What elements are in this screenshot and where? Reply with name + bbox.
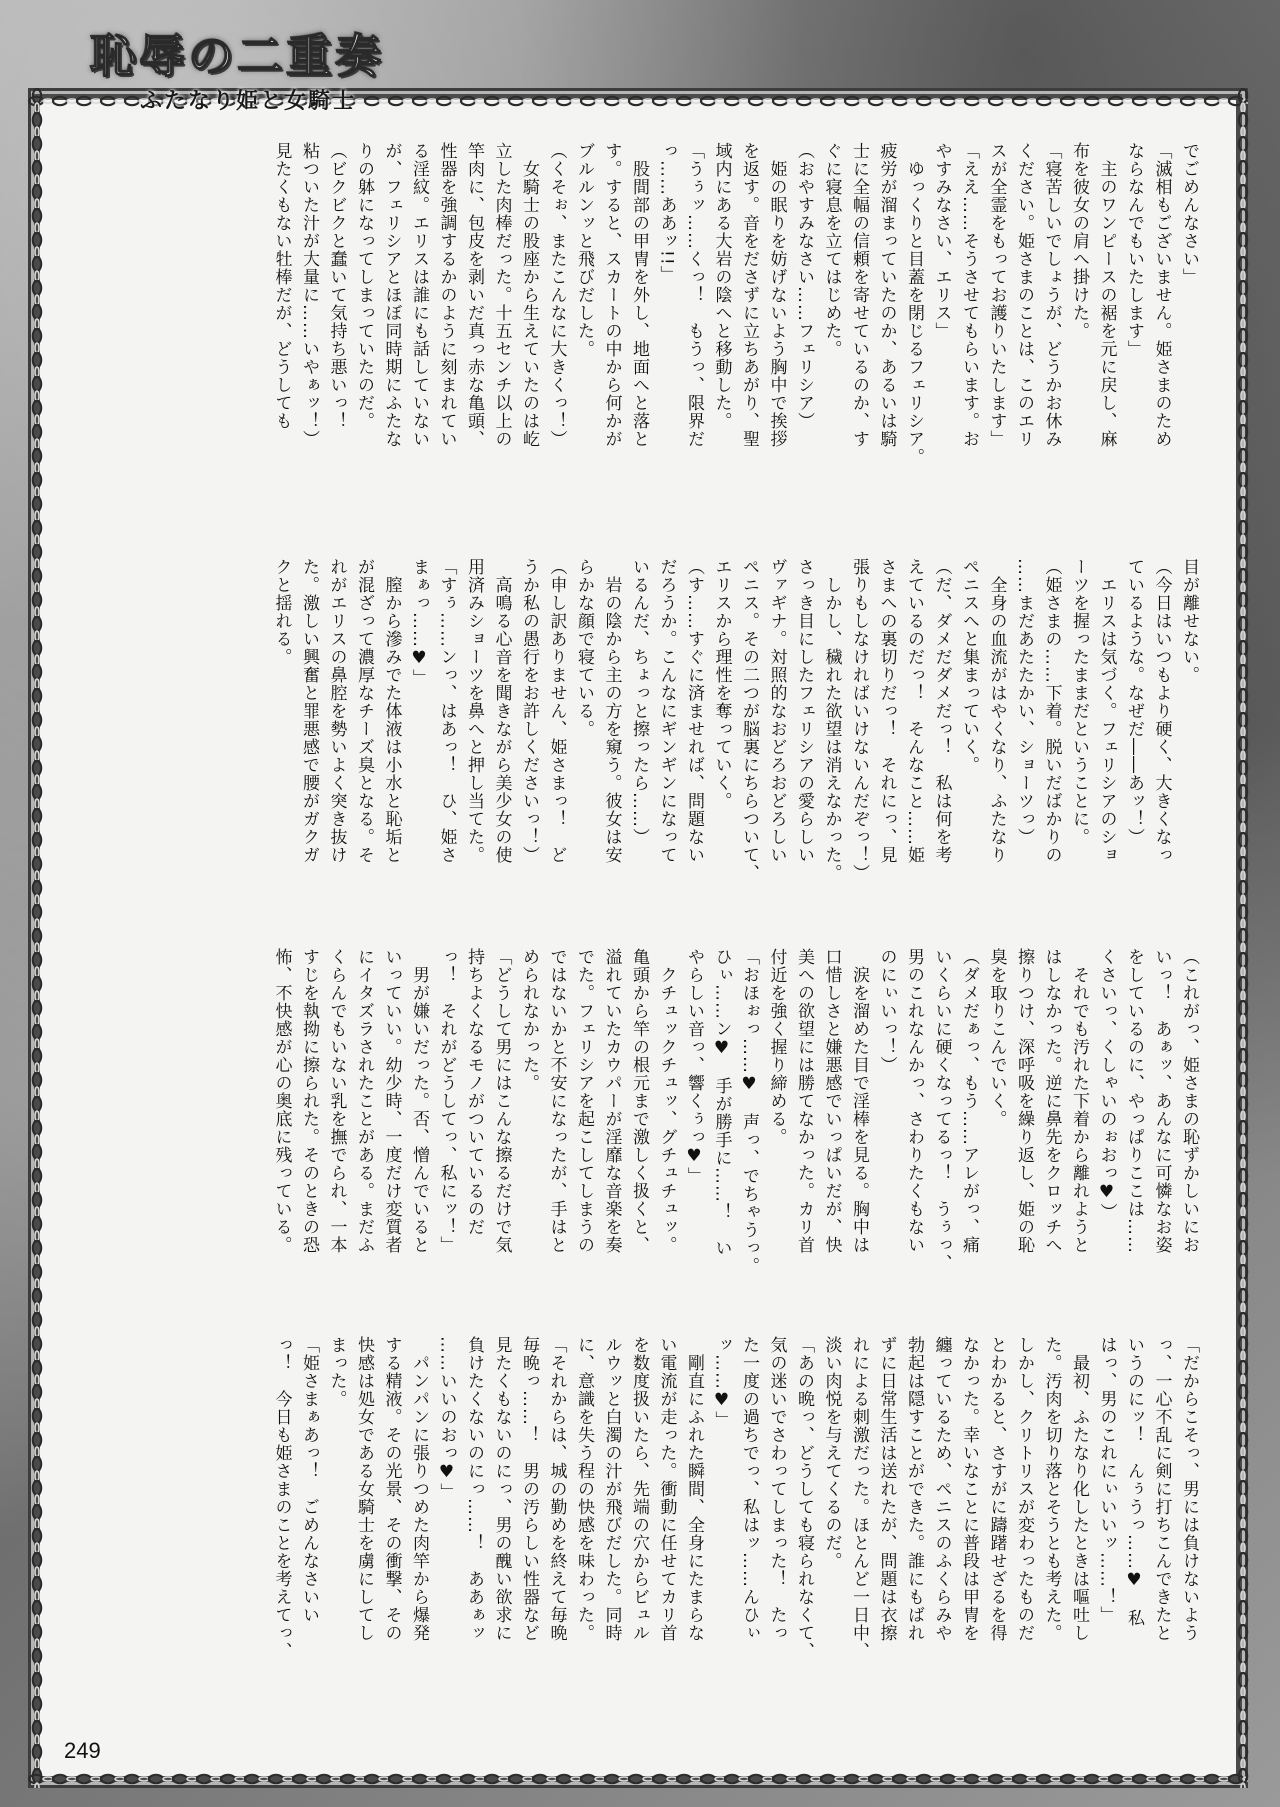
text-line: ペニスへと集まっていく。 <box>959 558 979 774</box>
text-line: 「それからは、城の勤めを終えて毎晩 <box>546 1336 567 1642</box>
text-line: ペニス。その二つが脳裏にちらついて、 <box>739 558 759 882</box>
text-line: 「ええ……そうさせてもらいます。お <box>959 142 979 448</box>
text-line: 布を彼女の肩へ掛けた。 <box>1069 142 1089 340</box>
text-line: する精液。その光景、その衝撃、その <box>381 1336 402 1642</box>
text-line: （ダメだぁっ、もう……アレがっ、痛 <box>959 948 979 1254</box>
text-line: （姫さまの……下着。脱いだばかりの <box>1041 558 1062 864</box>
text-line: いくらいに硬くなってるっ！ うぅっ、 <box>931 948 952 1272</box>
text-line: やらしい音っ、響くぅっ♥」 <box>684 948 704 1185</box>
text-line: （申し訳ありません、姫さまっ！ ど <box>546 558 567 864</box>
text-line: る淫紋。エリスは誰にも話していない <box>409 142 429 448</box>
text-line: はしなかった。逆に鼻先をクロッチへ <box>1041 948 1062 1254</box>
text-line: 岩の陰から主の方を窺う。彼女は安 <box>601 558 622 864</box>
text-line: 「うぅッ……くっ！ もうっ、限界だ <box>684 142 704 448</box>
text-line: た。激しい興奮と罪悪感で腰がガクガ <box>299 558 319 864</box>
text-line: 士に全幅の信頼を寄せているのか、す <box>849 142 869 448</box>
text-line: 「姫さまぁあっ！ ごめんなさいい <box>299 1336 319 1624</box>
text-line: 口惜しさと嫌悪感でいっぱいだが、快 <box>821 948 842 1254</box>
text-line: 主のワンピースの裾を元に戻し、麻 <box>1096 142 1117 448</box>
text-line: なかった。幸いなことに普段は甲冑を <box>959 1336 979 1642</box>
text-line: らかな顔で寝ている。 <box>574 558 594 738</box>
text-line: 用済みショーツを鼻へと押し当てた。 <box>464 558 484 864</box>
text-line: 気の迷いでさわってしまった！ たっ <box>766 1336 787 1642</box>
chain-border-bottom <box>28 1772 1248 1786</box>
text-line: を返す。音をださずに立ちあがり、聖 <box>739 142 759 448</box>
text-line: 美への欲望には勝てなかった。カリ首 <box>794 948 814 1254</box>
text-line: っ、一心不乱に剣に打ちこんできたと <box>1151 1336 1172 1642</box>
text-line: にイタズラされたことがある。まだふ <box>354 948 374 1254</box>
text-line: 臭を取りこんでいく。 <box>986 948 1007 1128</box>
text-line: い電流が走った。衝動に任せてカリ首 <box>656 1336 677 1642</box>
text-line: とわかると、さすがに躊躇せざるを得 <box>986 1336 1007 1642</box>
text-line: 股間部の甲冑を外し、地面へと落と <box>629 142 649 448</box>
title-logo <box>90 20 450 115</box>
text-line: クと揺れる。 <box>271 558 292 666</box>
text-line: （これがっ、姫さまの恥ずかしいにお <box>1179 948 1199 1254</box>
text-line: くさいっ、くしゃいのぉおっ♥） <box>1096 948 1117 1221</box>
text-line: をしているのに、やっぱりここは…… <box>1124 948 1144 1254</box>
text-line: 女騎士の股座から生えていたのは屹 <box>519 142 539 448</box>
text-line: れによる刺激だった。ほとんど一日中、 <box>849 1336 869 1660</box>
text-line: 淡い肉悦を与えてくるのだ。 <box>821 1336 842 1570</box>
text-line: 男が嫌いだった。否、憎んでいると <box>409 948 429 1254</box>
text-line: いうのにッ！ んぅうっ……♥ 私 <box>1124 1336 1144 1627</box>
text-line: しかし、穢れた欲望は消えなかった。 <box>821 558 842 882</box>
text-line: 快感は処女である女騎士を虜にしてし <box>354 1336 374 1642</box>
chain-border-left <box>30 88 44 1788</box>
text-line: ヴァギナ。対照的なおどろおどろしい <box>766 558 787 864</box>
text-line: に、意識を失う程の快感を味わった。 <box>574 1336 594 1642</box>
story-content <box>82 142 1202 1742</box>
page-number: 249 <box>64 1738 101 1763</box>
text-line: れがエリスの鼻腔を勢いよく突き抜け <box>326 558 347 864</box>
text-line: 涙を溜めた目で淫棒を見る。胸中は <box>849 948 869 1254</box>
text-line: （今日はいつもより硬く、大きくなっ <box>1151 558 1172 864</box>
text-line: えているのだっ！ そんなこと……姫 <box>904 558 924 864</box>
text-line: ならなんでもいたします」 <box>1124 142 1144 358</box>
text-line: ゆっくりと目蓋を閉じるフェリシア。 <box>904 142 924 466</box>
text-line: 立した肉棒だった。十五センチ以上の <box>491 142 512 448</box>
text-line: ぐに寝息を立てはじめた。 <box>821 142 842 358</box>
text-line: 「だからこそっ、男には負けないよう <box>1179 1336 1199 1642</box>
text-line: す。すると、スカートの中から何かが <box>601 142 622 448</box>
text-line: 最初、ふたなり化したときは嘔吐し <box>1069 1336 1089 1642</box>
text-line: 勃起は隠すことができた。誰にもばれ <box>904 1336 924 1642</box>
text-line: でた。フェリシアを起こしてしまうの <box>574 948 594 1254</box>
text-line: 目が離せない。 <box>1179 558 1199 684</box>
text-line: 竿肉に、包皮を剥いだ真っ赤な亀頭、 <box>464 142 484 448</box>
text-line: ッ……♥」 <box>711 1336 732 1429</box>
text-line: ……いいのおっ♥」 <box>436 1336 457 1501</box>
text-line: はっ、男のこれにぃいいッ……！」 <box>1096 1336 1117 1624</box>
text-line: やすみなさい、エリス」 <box>931 142 952 340</box>
text-line: 付近を強く握り締める。 <box>766 948 787 1146</box>
text-line: （す……すぐに済ませれば、問題ない <box>684 558 704 864</box>
text-line: 性器を強調するかのように刻まれてい <box>436 142 457 448</box>
text-line: が、フェリシアとほぼ同時期にふたな <box>381 142 402 448</box>
text-line: 擦りつけ、深呼吸を繰り返し、姫の恥 <box>1014 948 1034 1254</box>
text-line: っ！ それがどうしてっ、私にッ！」 <box>436 948 457 1254</box>
text-line: 剛直にふれた瞬間、全身にたまらな <box>684 1336 704 1642</box>
text-line: 「あの晩っ、どうしても寝られなくて、 <box>794 1336 814 1660</box>
text-line: くらんでもいない乳を撫でられ、一本 <box>326 948 347 1254</box>
text-line: 毎晩っ……！ 男の汚らしい性器など <box>519 1336 539 1642</box>
text-line: しかし、クリトリスが変わったものだ <box>1014 1336 1034 1642</box>
text-block-4 <box>82 1336 1202 1714</box>
text-line: 溢れていたカウパーが淫靡な音楽を奏 <box>601 948 622 1254</box>
text-line: （だ、ダメだダメだっ！ 私は何を考 <box>931 558 952 864</box>
text-line: だろうか。こんなにギンギンになって <box>656 558 677 864</box>
text-line: まった。 <box>326 1336 347 1408</box>
text-line: た。汚肉を切り落とそうとも考えた。 <box>1041 1336 1062 1642</box>
text-line: 高鳴る心音を聞きながら美少女の使 <box>491 558 512 864</box>
text-line: 見たくもない牡棒だが、どうしても <box>271 142 292 430</box>
text-line: っ！ 今日も姫さまのことを考えてっ、 <box>271 1336 292 1660</box>
text-line: 持ちよくなるモノがついているのだ <box>464 948 484 1236</box>
text-line: りの躰になってしまっていたのだ。 <box>354 142 374 430</box>
text-line: っ……ああッ!!」 <box>656 142 677 284</box>
text-line: のにぃいっ！） <box>876 948 897 1074</box>
text-line: 「すぅ……ンっ、はあっ！ ひ、姫さ <box>436 558 457 864</box>
text-line: いっていい。幼少時、一度だけ変質者 <box>381 948 402 1254</box>
text-line: ーツを握ったままだということに。 <box>1069 558 1089 846</box>
text-line: いっ！ あぁッ、あんなに可憐なお姿 <box>1151 948 1172 1254</box>
text-line: まぁっ……♥」 <box>409 558 429 687</box>
text-line: 「寝苦しいでしょうが、どうかお休み <box>1041 142 1062 448</box>
text-line: ブルルンッと飛びだした。 <box>574 142 594 358</box>
text-line: 全身の血流がはやくなり、ふたなり <box>986 558 1007 864</box>
text-line: 姫の眠りを妨げないよう胸中で挨拶 <box>766 142 787 448</box>
text-line: いるんだ、ちょっと擦ったら……） <box>629 558 649 846</box>
page-subtitle: ふたなり姫と女騎士 <box>140 88 357 114</box>
text-line: それでも汚れた下着から離れようと <box>1069 948 1089 1254</box>
text-line: ずに日常生活は送れたが、問題は衣擦 <box>876 1336 897 1642</box>
page-title: 恥辱の二重奏 <box>90 29 384 83</box>
text-line: 粘ついた汁が大量に……いやぁッ！） <box>299 142 319 448</box>
text-line: を数度扱いたら、先端の穴からビュル <box>629 1336 649 1642</box>
text-block-3 <box>82 948 1202 1328</box>
text-line: エリスから理性を奪っていく。 <box>711 558 732 810</box>
text-line: ているような。なぜだ――あッ！） <box>1124 558 1144 846</box>
text-line: 怖、不快感が心の奥底に残っている。 <box>271 948 292 1254</box>
text-line: が混ざって濃厚なチーズ臭となる。そ <box>354 558 374 864</box>
text-line: さまへの裏切りだっ！ それにっ、見 <box>876 558 897 864</box>
text-line: 域内にある大岩の陰へと移動した。 <box>711 142 732 430</box>
text-line: 男のこれなんかっ、さわりたくもない <box>904 948 924 1254</box>
text-line: 亀頭から竿の根元まで激しく扱くと、 <box>629 948 649 1254</box>
text-line: すじを執拗に擦られた。そのときの恐 <box>299 948 319 1254</box>
text-line: （ビクビクと蠢いて気持ち悪いっ！ <box>326 142 347 430</box>
text-line: （おやすみなさい……フェリシア） <box>794 142 814 430</box>
text-line: ください。姫さまのことは、このエリ <box>1014 142 1034 448</box>
text-line: エリスは気づく。フェリシアのショ <box>1096 558 1117 864</box>
text-line: 纏っているため、ペニスのふくらみや <box>931 1336 952 1642</box>
text-line: クチュックチュッ、グチュチュッ。 <box>656 948 677 1254</box>
text-line: められなかった。 <box>519 948 539 1092</box>
text-line: パンパンに張りつめた肉竿から爆発 <box>409 1336 429 1642</box>
text-line: スが全霊をもってお護りいたします」 <box>986 142 1007 448</box>
text-line: ひぃ……ン♥ 手が勝手に……！ い <box>711 948 732 1257</box>
text-line: 見たくもないのにっ、男の醜い欲求に <box>491 1336 512 1642</box>
text-line: 「おほぉっ……♥ 声っ、でちゃうっ。 <box>739 948 759 1275</box>
text-line: ……まだあたたかい、ショーツっ） <box>1014 558 1034 846</box>
text-line: 張りもしなければいけないんだぞっ！） <box>849 558 869 882</box>
chain-border-right <box>1236 88 1250 1788</box>
text-block-2 <box>82 558 1202 940</box>
text-line: 負けたくないのにっ……！ ああぁッ <box>464 1336 484 1642</box>
text-line: 膣から滲みでた体液は小水と恥垢と <box>381 558 402 864</box>
text-line: （くそぉ、またこんなに大きくっ！） <box>546 142 567 448</box>
text-line: 「滅相もございません。姫さまのため <box>1151 142 1172 448</box>
text-line: でごめんなさい」 <box>1179 142 1199 286</box>
text-line: さっき目にしたフェリシアの愛らしい <box>794 558 814 864</box>
text-line: ルウッと白濁の汁が飛びだした。同時 <box>601 1336 622 1642</box>
text-line: うか私の愚行をお許しくださいっ！） <box>519 558 539 864</box>
text-line: ではないかと不安になったが、手はと <box>546 948 567 1254</box>
text-line: た一度の過ちでっ、私はッ……んひぃ <box>739 1336 759 1642</box>
text-block-1 <box>82 142 1202 550</box>
text-line: 疲労が溜まっていたのか、あるいは騎 <box>876 142 897 448</box>
text-line: 「どうして男にはこんな擦るだけで気 <box>491 948 512 1254</box>
